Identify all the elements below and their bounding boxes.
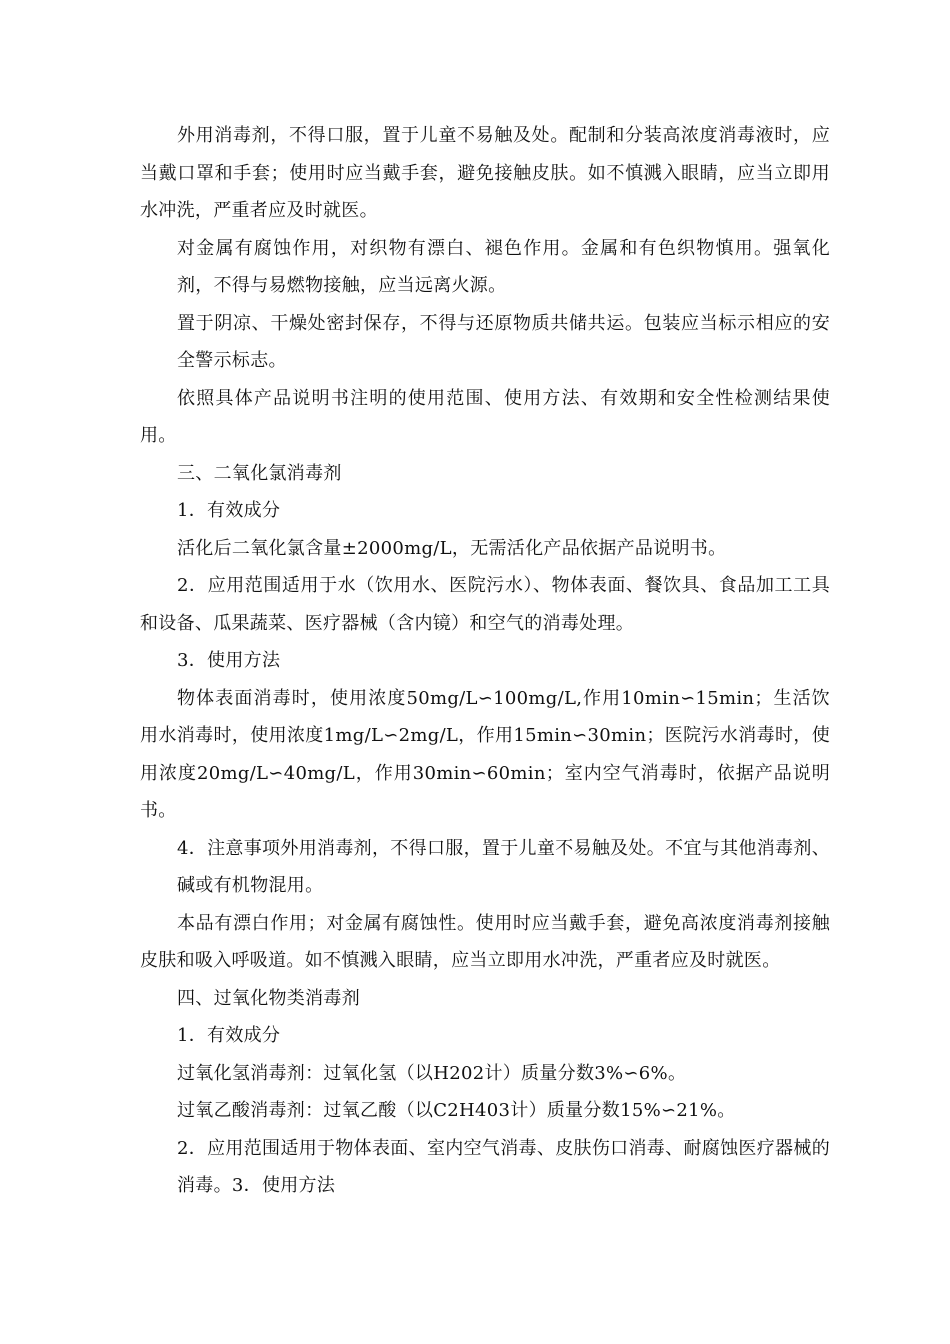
paragraph-application-scope-1: 2．应用范围适用于水（饮用水、医院污水）、物体表面、餐饮具、食品加工工具和设备、瓜果蔬菜、医疗器械（含内镜）和空气的消毒处理。 [140,575,830,634]
paragraph-metal-corrosion: 对金属有腐蚀作用，对织物有漂白、褪色作用。金属和有色织物慎用。强氧化剂，不得与易燃物接触，应当远离火源。 [177,237,830,296]
section-heading-peroxides: 四、过氧化物类消毒剂 [177,987,360,1009]
paragraph-follow-instructions: 依照具体产品说明书注明的使用范围、使用方法、有效期和安全性检测结果使用。 [140,387,830,446]
document-body [140,117,830,1205]
paragraph-bleaching-warning: 本品有漂白作用；对金属有腐蚀性。使用时应当戴手套，避免高浓度消毒剂接触皮肤和吸入呼吸道。如不慎溅入眼睛，应当立即用水冲洗，严重者应及时就医。 [140,912,830,971]
paragraph-precautions: 4．注意事项外用消毒剂，不得口服，置于儿童不易触及处。不宜与其他消毒剂、碱或有机物混用。 [177,837,830,896]
subheading-active-ingredient-2: 1．有效成分 [177,1025,281,1046]
subheading-active-ingredient-1: 1．有效成分 [177,500,281,521]
paragraph-chlorine-dioxide-content: 活化后二氧化氯含量±2000mg/L，无需活化产品依据产品说明书。 [177,537,727,559]
section-heading-chlorine-dioxide: 三、二氧化氯消毒剂 [177,462,342,484]
paragraph-usage-concentrations: 物体表面消毒时，使用浓度50mg/L∽100mg/L,作用10min∽15min；生活饮用水消毒时，使用浓度1mg/L∽2mg/L，作用15min∽30min；医院污水消毒时，使用浓度20mg/L∽40mg/L，作用30min∽60min；室内空气消毒时，依据产品说明书。 [140,687,830,821]
paragraph-peracetic-acid: 过氧乙酸消毒剂：过氧乙酸（以C2H403计）质量分数15%∽21%。 [177,1100,736,1121]
paragraph-storage: 置于阴凉、干燥处密封保存，不得与还原物质共储共运。包装应当标示相应的安全警示标志。 [177,312,830,371]
subheading-usage-method-1: 3．使用方法 [177,650,281,671]
paragraph-application-scope-2: 2．应用范围适用于物体表面、室内空气消毒、皮肤伤口消毒、耐腐蚀医疗器械的消毒。3．使用方法 [177,1137,830,1196]
paragraph-hydrogen-peroxide: 过氧化氢消毒剂：过氧化氢（以H202计）质量分数3%∽6%。 [177,1062,687,1084]
paragraph-external-use-warning: 外用消毒剂，不得口服，置于儿童不易触及处。配制和分装高浓度消毒液时，应当戴口罩和手套；使用时应当戴手套，避免接触皮肤。如不慎溅入眼睛，应当立即用水冲洗，严重者应及时就医。 [140,125,830,221]
